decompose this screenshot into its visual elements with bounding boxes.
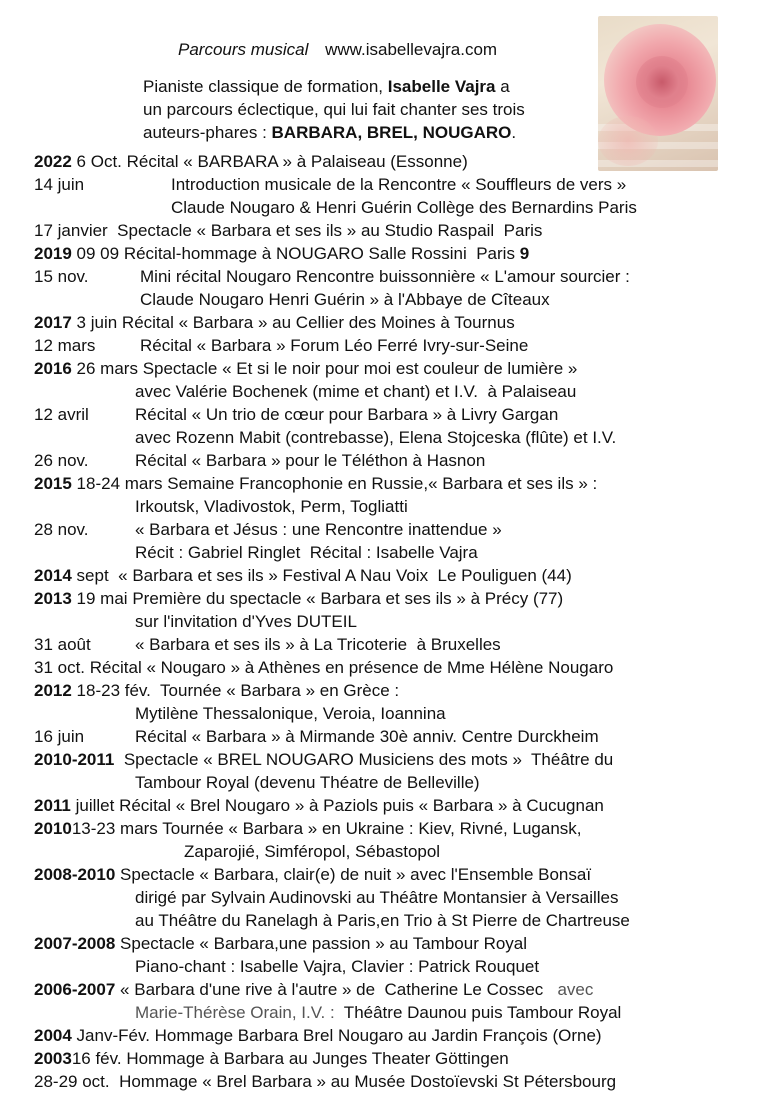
timeline-entry	[34, 679, 747, 702]
entry-text: Zaparojié, Simféropol, Sébastopol	[184, 842, 441, 861]
entry-year: 2019	[34, 244, 72, 263]
entry-date: juillet	[70, 796, 120, 815]
entry-text: Piano-chant : Isabelle Vajra, Clavier : Patrick Rouquet	[135, 957, 540, 976]
entry-text-wrap	[135, 426, 616, 449]
entry-year: 2007-2008	[34, 934, 116, 953]
timeline-entry	[34, 518, 747, 541]
entry-date: 28-29 oct.	[34, 1072, 120, 1091]
entry-year: 2006-2007	[34, 980, 116, 999]
timeline-continuation	[34, 955, 747, 978]
entry-text: « Barbara d'une rive à l'autre » de Catherine Le Cossec	[120, 980, 558, 999]
entry-text-wrap	[140, 288, 550, 311]
entry-text: Hommage à Barbara au Junges Theater Göttingen	[126, 1049, 509, 1068]
entry-date: 16 fév.	[71, 1049, 127, 1068]
timeline-continuation	[34, 426, 747, 449]
intro-text: auteurs-phares :	[143, 123, 272, 142]
rose-center	[636, 56, 688, 108]
timeline-continuation	[34, 771, 747, 794]
intro-line-2: un parcours éclectique, qui lui fait chanter ses trois	[143, 100, 525, 119]
entry-text-wrap	[135, 886, 619, 909]
entry-text: Spectacle « Barbara,une passion » au Tambour Royal	[120, 934, 528, 953]
entry-year: 2022	[34, 152, 72, 171]
entry-text-wrap	[140, 334, 528, 357]
entry-text-wrap	[135, 1001, 621, 1024]
entry-date: 28 nov.	[34, 520, 89, 539]
entry-text-wrap	[135, 909, 630, 932]
website-url: www.isabellevajra.com	[325, 40, 498, 59]
entry-text: Spectacle « Et si le noir pour moi est couleur de lumière »	[142, 359, 578, 378]
intro-line-1	[143, 75, 603, 98]
entry-text: Tambour Royal (devenu Théatre de Belleville)	[135, 773, 480, 792]
timeline-continuation	[34, 702, 747, 725]
timeline	[34, 150, 747, 1093]
timeline-entry	[34, 633, 747, 656]
entry-text: Récital « Barbara » pour le Téléthon à Hasnon	[135, 451, 486, 470]
timeline-entry	[34, 564, 747, 587]
entry-text: Marie-Thérèse Orain, I.V. :	[135, 1003, 340, 1022]
entry-date: 26 mars	[71, 359, 143, 378]
entry-text-wrap	[184, 840, 440, 863]
page-title: Parcours musical	[178, 40, 309, 59]
timeline-entry	[34, 173, 747, 196]
entry-year: 2010	[34, 819, 72, 838]
intro-paragraph	[143, 75, 603, 144]
entry-date: 12 avril	[34, 405, 89, 424]
entry-text-wrap	[135, 610, 357, 633]
timeline-entry	[34, 1024, 747, 1047]
entry-year: 2015	[34, 474, 72, 493]
intro-text: .	[511, 123, 517, 142]
entry-date: 18-24 mars	[71, 474, 168, 493]
entry-text: Spectacle « Barbara, clair(e) de nuit » avec l'Ensemble Bonsaï	[120, 865, 592, 884]
timeline-entry	[34, 587, 747, 610]
entry-text: Irkoutsk, Vladivostok, Perm, Togliatti	[135, 497, 408, 516]
entry-text: Spectacle « Barbara et ses ils » au Studio Raspail Paris	[107, 221, 543, 240]
entry-date: 16 juin	[34, 727, 85, 746]
timeline-entry	[34, 311, 747, 334]
entry-text-wrap	[135, 449, 485, 472]
entry-text: Récital-hommage à NOUGARO Salle Rossini Paris	[123, 244, 520, 263]
entry-text: Récital « Nougaro » à Athènes en présence de Mme Hélène Nougaro	[89, 658, 614, 677]
entry-text: Mini récital Nougaro Rencontre buissonnière « L'amour sourcier :	[140, 267, 630, 286]
entry-text-wrap	[135, 380, 576, 403]
entry-date: 6 Oct.	[71, 152, 127, 171]
entry-date: sept	[71, 566, 119, 585]
timeline-entry	[34, 334, 747, 357]
entry-text-wrap	[135, 633, 501, 656]
timeline-continuation	[34, 288, 747, 311]
entry-date: 17 janvier	[34, 221, 108, 240]
timeline-continuation	[34, 610, 747, 633]
timeline-entry	[34, 932, 747, 955]
timeline-continuation	[34, 840, 747, 863]
entry-date: 13-23 mars	[71, 819, 163, 838]
entry-date: 14 juin	[34, 175, 85, 194]
entry-date: 12 mars	[34, 336, 96, 355]
entry-text: Introduction musicale de la Rencontre « Souffleurs de vers »	[171, 175, 627, 194]
timeline-entry	[34, 472, 747, 495]
intro-line-3	[143, 121, 603, 144]
entry-text: Semaine Francophonie en Russie,« Barbara et ses ils » :	[167, 474, 598, 493]
entry-text: Première du spectacle « Barbara et ses ils » à Précy (77)	[132, 589, 564, 608]
timeline-continuation	[34, 1001, 747, 1024]
rose-photo	[598, 16, 718, 171]
entry-date: 26 nov.	[34, 451, 89, 470]
timeline-continuation	[34, 909, 747, 932]
entry-year: 2011	[34, 796, 71, 815]
entry-text: avec	[557, 980, 594, 999]
entry-date: 18-23 fév.	[71, 681, 161, 700]
entry-text-wrap	[135, 725, 599, 748]
entry-text: au Théâtre du Ranelagh à Paris,en Trio à St Pierre de Chartreuse	[135, 911, 630, 930]
entry-text: avec Valérie Bochenek (mime et chant) et I.V. à Palaiseau	[135, 382, 577, 401]
entry-text-bold: 9	[519, 244, 530, 263]
entry-text: Récital « Barbara » à Mirmande 30è anniv. Centre Durckheim	[135, 727, 599, 746]
entry-text: « Barbara et ses ils » à La Tricoterie à Bruxelles	[135, 635, 501, 654]
timeline-entry	[34, 863, 747, 886]
intro-text: Pianiste classique de formation,	[143, 77, 388, 96]
entry-year: 2003	[34, 1049, 72, 1068]
entry-text-wrap	[135, 702, 446, 725]
timeline-entry	[34, 794, 747, 817]
entry-date: Janv-Fév.	[71, 1026, 155, 1045]
entry-text: Récital « BARBARA » à Palaiseau (Essonne)	[126, 152, 468, 171]
timeline-entry	[34, 449, 747, 472]
entry-text: Spectacle « BREL NOUGARO Musiciens des mots » Théâtre du	[123, 750, 614, 769]
timeline-entry	[34, 265, 747, 288]
entry-date: 31 oct.	[34, 658, 90, 677]
entry-text: Récital « Un trio de cœur pour Barbara » à Livry Gargan	[135, 405, 559, 424]
entry-year: 2014	[34, 566, 72, 585]
entry-text: Claude Nougaro & Henri Guérin Collège des Bernardins Paris	[171, 198, 637, 217]
timeline-continuation	[34, 380, 747, 403]
entry-text: « Barbara et ses ils » Festival A Nau Voix Le Pouliguen (44)	[118, 566, 572, 585]
entry-text: Théâtre Daunou puis Tambour Royal	[339, 1003, 622, 1022]
entry-year: 2004	[34, 1026, 72, 1045]
timeline-entry	[34, 357, 747, 380]
entry-date	[114, 750, 123, 769]
featured-authors: BARBARA, BREL, NOUGARO	[271, 123, 512, 142]
timeline-entry	[34, 725, 747, 748]
timeline-entry	[34, 817, 747, 840]
timeline-entry	[34, 656, 747, 679]
entry-text: Hommage Barbara Brel Nougaro au Jardin François (Orne)	[154, 1026, 602, 1045]
timeline-entry	[34, 748, 747, 771]
timeline-entry	[34, 219, 747, 242]
entry-text: sur l'invitation d'Yves DUTEIL	[135, 612, 357, 631]
entry-year: 2012	[34, 681, 72, 700]
entry-text: Récital « Barbara » Forum Léo Ferré Ivry-sur-Seine	[140, 336, 529, 355]
entry-text-wrap	[135, 403, 558, 426]
timeline-entry	[34, 403, 747, 426]
entry-year: 2013	[34, 589, 72, 608]
entry-date: 09 09	[71, 244, 124, 263]
timeline-entry	[34, 150, 747, 173]
entry-text: Tournée « Barbara » en Grèce :	[160, 681, 400, 700]
entry-text-wrap	[140, 265, 630, 288]
artist-name: Isabelle Vajra	[387, 77, 496, 96]
entry-text: dirigé par Sylvain Audinovski au Théâtre Montansier à Versailles	[135, 888, 619, 907]
header-line	[178, 40, 497, 60]
entry-text: Récit : Gabriel Ringlet Récital : Isabelle Vajra	[135, 543, 478, 562]
entry-year: 2016	[34, 359, 72, 378]
entry-date: 3 juin	[71, 313, 122, 332]
entry-text: « Barbara et Jésus : une Rencontre inattendue »	[135, 520, 502, 539]
entry-text: Tournée « Barbara » en Ukraine : Kiev, Rivné, Lugansk,	[162, 819, 582, 838]
entry-text: Mytilène Thessalonique, Veroia, Ioannina	[135, 704, 446, 723]
entry-text-wrap	[135, 771, 480, 794]
entry-year: 2008-2010	[34, 865, 116, 884]
entry-text-wrap	[135, 955, 539, 978]
entry-text: Claude Nougaro Henri Guérin » à l'Abbaye de Cîteaux	[140, 290, 550, 309]
entry-text-wrap	[135, 541, 478, 564]
intro-text: a	[495, 77, 510, 96]
entry-year: 2010-2011	[34, 750, 115, 769]
entry-year: 2017	[34, 313, 72, 332]
timeline-continuation	[34, 541, 747, 564]
timeline-continuation	[34, 886, 747, 909]
entry-date: 19 mai	[71, 589, 133, 608]
timeline-continuation	[34, 495, 747, 518]
entry-date: 31 août	[34, 635, 91, 654]
entry-text-wrap	[171, 173, 626, 196]
entry-text: avec Rozenn Mabit (contrebasse), Elena Stojceska (flûte) et I.V.	[135, 428, 617, 447]
entry-text-wrap	[135, 518, 502, 541]
entry-text: Récital « Barbara » au Cellier des Moines à Tournus	[121, 313, 515, 332]
timeline-entry	[34, 1047, 747, 1070]
entry-date: 15 nov.	[34, 267, 89, 286]
timeline-entry	[34, 242, 747, 265]
entry-text-wrap	[171, 196, 637, 219]
entry-text-wrap	[135, 495, 408, 518]
entry-text: Récital « Brel Nougaro » à Paziols puis « Barbara » à Cucugnan	[119, 796, 604, 815]
timeline-continuation	[34, 196, 747, 219]
timeline-entry	[34, 978, 747, 1001]
timeline-entry	[34, 1070, 747, 1093]
entry-text: Hommage « Brel Barbara » au Musée Dostoïevski St Pétersbourg	[119, 1072, 617, 1091]
